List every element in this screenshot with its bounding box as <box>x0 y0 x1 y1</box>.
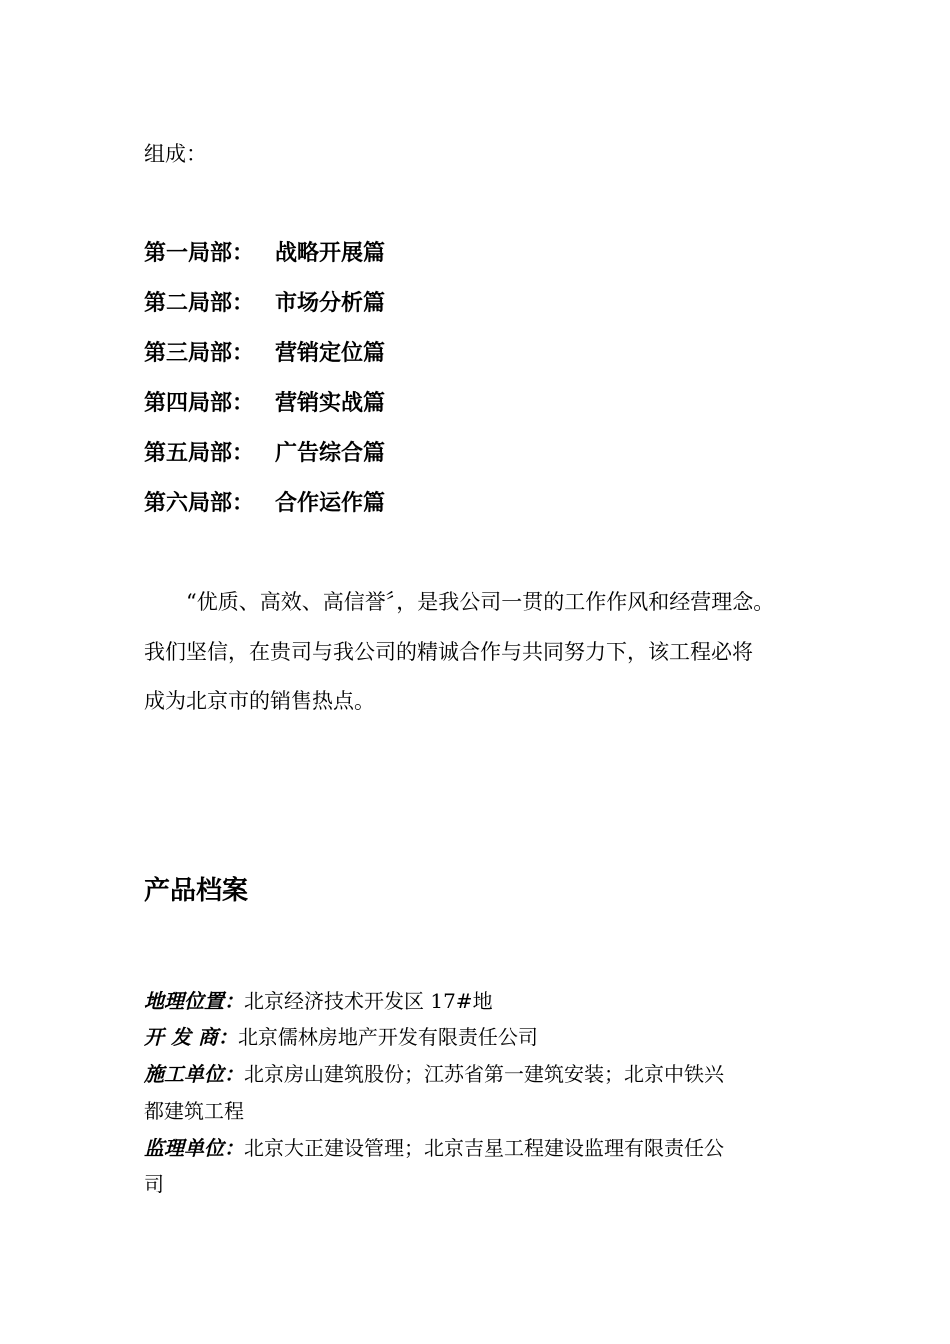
intro-text: 组成： <box>144 142 207 166</box>
info-row-developer <box>144 1021 538 1050</box>
part-item <box>144 286 385 317</box>
info-row-location <box>144 985 493 1014</box>
part-label: 第一局部： <box>144 241 255 266</box>
part-item <box>144 236 385 267</box>
info-row-construction <box>144 1058 724 1087</box>
part-item <box>144 436 385 467</box>
info-row-construction-cont: 都建筑工程 <box>144 1099 244 1123</box>
part-label: 第五局部： <box>144 441 255 466</box>
info-value: 北京经济技术开发区 17#地 <box>244 989 493 1013</box>
part-title: 营销实战篇 <box>275 391 386 416</box>
part-label: 第二局部： <box>144 291 255 316</box>
info-value: 北京大正建设管理；北京吉星工程建设监理有限责任公 <box>244 1136 724 1160</box>
part-item <box>144 386 385 417</box>
part-title: 营销定位篇 <box>275 341 386 366</box>
paragraph-line: “优质、高效、高信誉〞，是我公司一贯的工作作风和经营理念。 <box>186 590 775 614</box>
part-title: 广告综合篇 <box>275 441 386 466</box>
part-label: 第四局部： <box>144 391 255 416</box>
part-item <box>144 486 385 517</box>
info-value: 北京儒林房地产开发有限责任公司 <box>237 1025 538 1049</box>
paragraph-line: 成为北京市的销售热点。 <box>144 689 375 713</box>
section-heading: 产品档案 <box>144 876 249 906</box>
info-key: 开 发 商： <box>144 1025 238 1049</box>
part-item <box>144 336 385 367</box>
paragraph-line: 我们坚信，在贵司与我公司的精诚合作与共同努力下，该工程必将 <box>144 640 753 664</box>
part-title: 战略开展篇 <box>275 241 386 266</box>
info-row-supervision <box>144 1132 724 1161</box>
part-title: 合作运作篇 <box>275 491 386 516</box>
part-label: 第三局部： <box>144 341 255 366</box>
info-row-supervision-cont: 司 <box>144 1172 164 1196</box>
info-value: 北京房山建筑股份；江苏省第一建筑安装；北京中铁兴 <box>244 1062 724 1086</box>
info-key: 监理单位： <box>144 1136 244 1160</box>
part-title: 市场分析篇 <box>275 291 386 316</box>
info-key: 施工单位： <box>144 1062 244 1086</box>
part-label: 第六局部： <box>144 491 255 516</box>
info-key: 地理位置： <box>144 989 244 1013</box>
